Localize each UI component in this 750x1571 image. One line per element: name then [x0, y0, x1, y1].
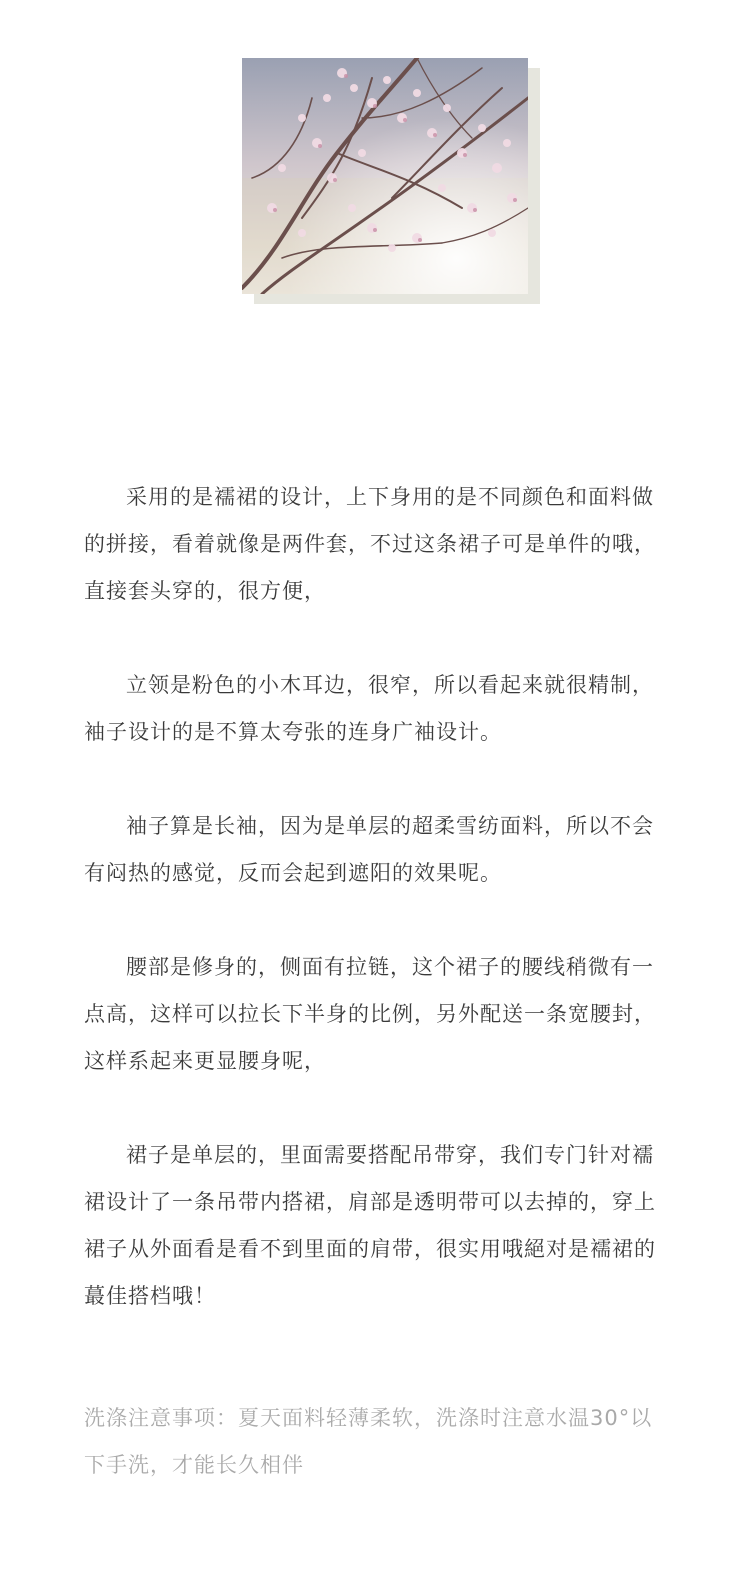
- plum-blossom-photo: [242, 58, 528, 294]
- product-description: [84, 474, 668, 1367]
- description-paragraph: 采用的是襦裙的设计，上下身用的是不同颜色和面料做的拼接，看着就像是两件套，不过这条裙子可是单件的哦，直接套头穿的，很方便，: [84, 485, 656, 603]
- description-paragraph: 袖子算是长袖，因为是单层的超柔雪纺面料，所以不会有闷热的感觉，反而会起到遮阳的效果呢。: [84, 814, 654, 885]
- description-paragraph: 立领是粉色的小木耳边，很窄，所以看起来就很精制，袖子设计的是不算太夸张的连身广袖设计。: [84, 673, 654, 744]
- description-paragraph: 裙子是单层的，里面需要搭配吊带穿，我们专门针对襦裙设计了一条吊带内搭裙，肩部是透明带可以去掉的，穿上裙子从外面看是看不到里面的肩带，很实用哦絕对是襦裙的蕞佳搭档哦！: [84, 1143, 656, 1308]
- description-paragraph: 腰部是修身的，侧面有拉链，这个裙子的腰线稍微有一点高，这样可以拉长下半身的比例，另外配送一条宽腰封，这样系起来更显腰身呢，: [84, 955, 656, 1073]
- washing-note: 洗涤注意事项：夏天面料轻薄柔软，洗涤时注意水温30°以下手洗，才能长久相伴: [84, 1406, 653, 1477]
- blossom-illustration: [242, 58, 528, 294]
- photo-frame: [242, 58, 540, 304]
